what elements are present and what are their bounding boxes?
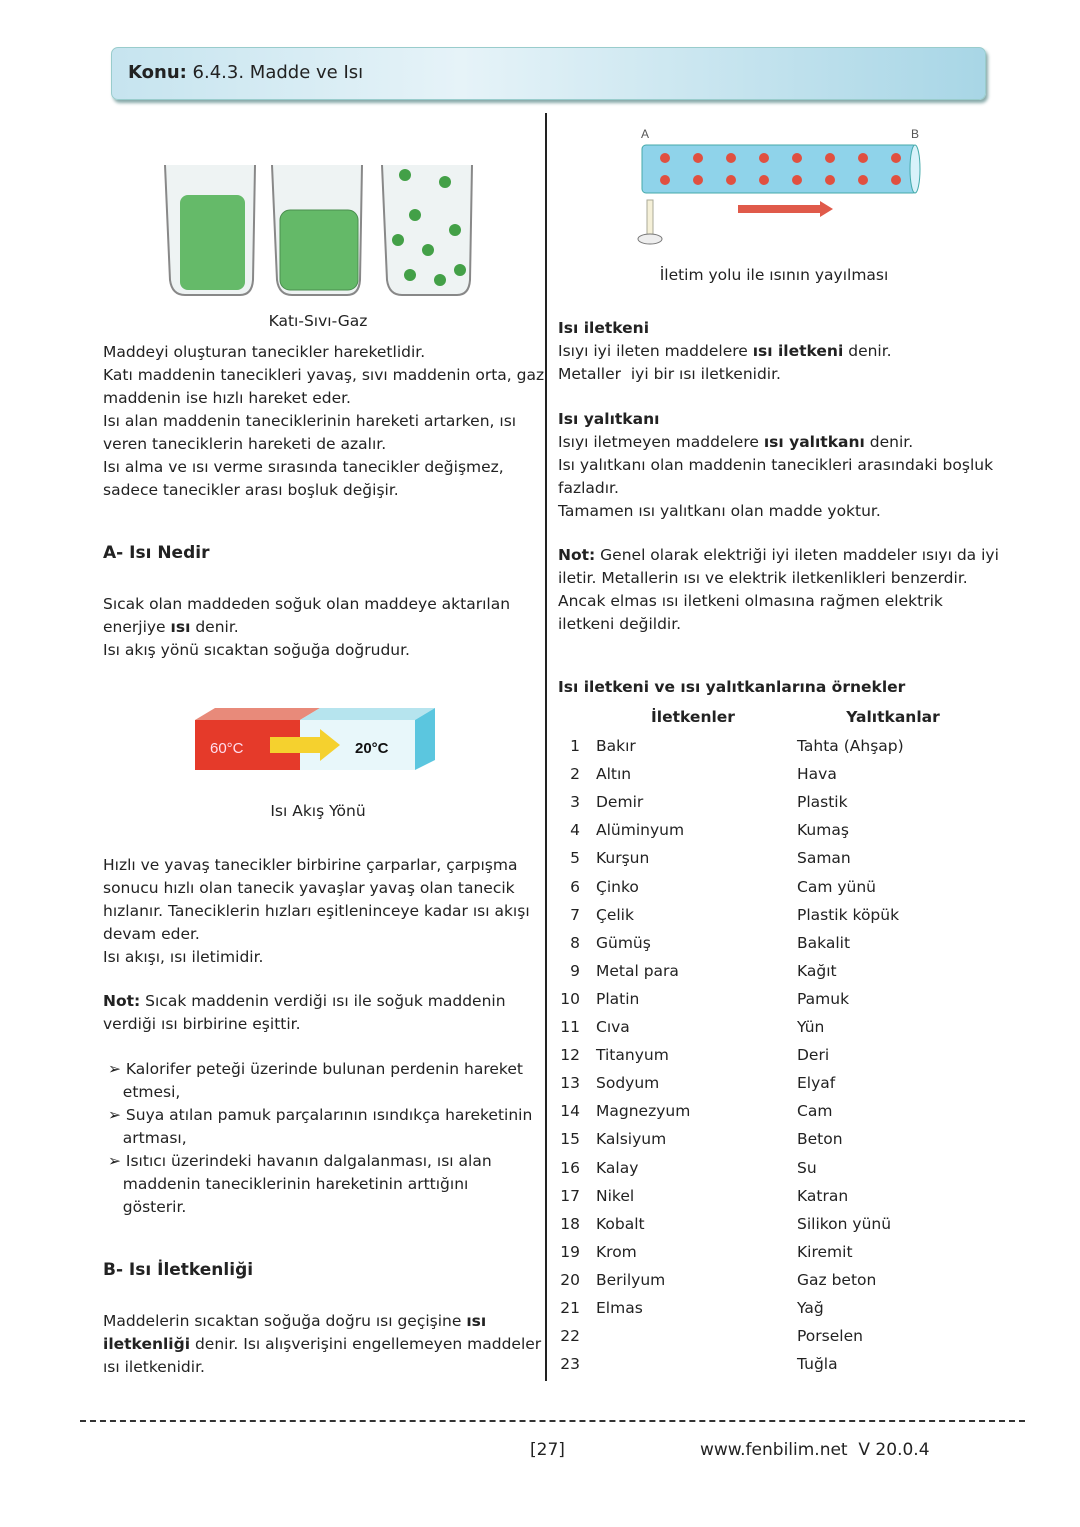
text: enerjiye — [103, 618, 171, 636]
text-line — [103, 479, 544, 502]
conductor-cell: Kurşun — [596, 849, 650, 868]
insulator-paragraph — [558, 408, 993, 523]
conductor-cell: Demir — [596, 793, 644, 812]
particles-paragraph — [103, 341, 544, 502]
row-number: 18 — [560, 1214, 580, 1233]
table-row — [0, 1182, 1000, 1210]
bold-text: ısı iletkeni — [752, 342, 844, 360]
row-number: 10 — [560, 989, 580, 1008]
text-line — [103, 639, 510, 662]
text: Hızlı ve yavaş tanecikler birbirine çarparlar, çarpışma — [103, 856, 518, 874]
row-number: 6 — [570, 877, 580, 896]
conductor-cell: Magnezyum — [596, 1102, 691, 1121]
footer-divider — [80, 1420, 1025, 1424]
insulator-cell: Saman — [797, 849, 851, 868]
conductor-cell: Bakır — [596, 737, 636, 755]
row-number: 21 — [560, 1299, 580, 1317]
table-row — [0, 985, 1000, 1013]
insulator-cell: Elyaf — [797, 1074, 836, 1093]
insulator-cell: Tuğla — [797, 1355, 838, 1374]
text: verdiği ısı birbirine eşittir. — [103, 1015, 301, 1033]
table-row — [0, 1350, 1000, 1378]
beakers-solid-liquid-gas-image — [160, 140, 480, 305]
text: etmesi, — [108, 1083, 181, 1101]
conductor-cell: Nikel — [596, 1186, 635, 1205]
table-row — [0, 760, 1000, 788]
insulator-cell: Silikon yünü — [797, 1214, 892, 1233]
beakers-caption: Katı-Sıvı-Gaz — [268, 312, 368, 330]
conductor-cell: Çelik — [596, 905, 634, 924]
heat-flow-caption: Isı Akış Yönü — [270, 802, 366, 820]
topic-label: Konu: — [128, 62, 187, 83]
insulator-cell: Deri — [797, 1046, 830, 1065]
text-line — [558, 544, 999, 567]
text-line — [103, 364, 544, 387]
text-line — [103, 433, 544, 456]
row-number: 22 — [560, 1327, 580, 1346]
text-line — [558, 317, 892, 340]
insulator-cell: Kumaş — [797, 821, 849, 840]
topic-header — [111, 47, 986, 100]
conductor-cell: Kalay — [596, 1158, 639, 1177]
row-number: 4 — [570, 821, 580, 840]
particle — [792, 175, 802, 185]
text: Isı alma ve ısı verme sırasında tanecikler değişmez, — [103, 458, 504, 476]
page-number: [27] — [530, 1440, 565, 1460]
insulator-cell: Su — [797, 1158, 817, 1177]
bold-text: ısı — [466, 1312, 487, 1330]
insulator-cell: Tahta (Ahşap) — [797, 737, 904, 755]
conductor-cell: Cıva — [596, 1018, 630, 1036]
text: ısı iletkenidir. — [103, 1358, 205, 1376]
table-row — [0, 1097, 1000, 1125]
text: ➢ Isıtıcı üzerindeki havanın dalgalanması, ısı alan — [108, 1152, 492, 1170]
insulator-cell: Porselen — [797, 1327, 863, 1346]
conductor-paragraph — [558, 317, 892, 386]
row-number: 5 — [570, 849, 580, 868]
text: gösterir. — [108, 1198, 187, 1216]
hot-temp-label: 60°C — [210, 740, 244, 757]
conductor-cell: Gümüş — [596, 933, 651, 952]
table-title: Isı iletkeni ve ısı yalıtkanlarına örnekler — [558, 678, 906, 696]
heat-definition-paragraph — [103, 593, 510, 662]
text-line — [103, 387, 544, 410]
particle — [858, 175, 868, 185]
col-header-conductors: İletkenler — [651, 708, 735, 726]
particle — [726, 175, 736, 185]
text-line — [103, 341, 544, 364]
insulator-cell: Katran — [797, 1186, 849, 1205]
text: maddenin taneciklerinin hareketinin arttığını — [108, 1175, 469, 1193]
row-number: 2 — [570, 765, 580, 784]
text-line — [558, 500, 993, 523]
text: Maddelerin sıcaktan soğuğa doğru ısı geçişine — [103, 1312, 467, 1330]
particle — [792, 153, 802, 163]
insulator-cell: Hava — [797, 765, 837, 784]
electric-note-paragraph — [558, 544, 999, 636]
text: Tamamen ısı yalıtkanı olan madde yoktur. — [558, 502, 881, 520]
topic-title: 6.4.3. Madde ve Isı — [186, 62, 364, 83]
insulator-cell: Pamuk — [797, 989, 850, 1008]
particle — [759, 153, 769, 163]
insulator-cell: Gaz beton — [797, 1270, 877, 1289]
text: devam eder. — [103, 925, 200, 943]
bold-text: Isı yalıtkanı — [558, 410, 660, 428]
text-line — [558, 454, 993, 477]
insulator-cell: Yağ — [797, 1299, 824, 1317]
particle — [891, 175, 901, 185]
bold-text: ısı yalıtkanı — [763, 433, 865, 451]
point-b-label: B — [911, 127, 920, 141]
text: denir. — [190, 618, 239, 636]
row-number: 14 — [560, 1102, 580, 1121]
text-line — [558, 613, 999, 636]
insulator-cell: Kiremit — [797, 1242, 853, 1261]
text: Sıcak olan maddeden soğuk olan maddeye aktarılan — [103, 595, 511, 613]
text-line — [558, 340, 892, 363]
conductor-cell: Kalsiyum — [596, 1130, 667, 1149]
bold-text: Not: — [103, 992, 141, 1010]
table-row — [0, 1013, 1000, 1041]
insulator-cell: Yün — [797, 1018, 825, 1036]
text: Ancak elmas ısı iletkeni olmasına rağmen elektrik — [558, 592, 943, 610]
text: Sıcak maddenin verdiği ısı ile soğuk maddenin — [140, 992, 506, 1010]
text-line — [103, 456, 544, 479]
text-line — [103, 616, 510, 639]
conductor-cell: Berilyum — [596, 1270, 666, 1289]
bold-text: ısı — [170, 618, 191, 636]
table-row — [0, 1125, 1000, 1153]
table-row — [0, 1154, 1000, 1182]
text-line — [558, 590, 999, 613]
text: denir. — [864, 433, 914, 451]
table-row — [0, 1041, 1000, 1069]
table-row — [0, 816, 1000, 844]
particle — [759, 175, 769, 185]
insulator-cell: Bakalit — [797, 933, 851, 952]
insulator-cell: Kağıt — [797, 961, 837, 980]
text: denir. — [843, 342, 892, 360]
conductor-cell: Altın — [596, 765, 632, 784]
table-row — [0, 957, 1000, 985]
bold-text: Not: — [558, 546, 596, 564]
table-row — [0, 901, 1000, 929]
row-number: 12 — [560, 1046, 580, 1065]
table-row — [0, 788, 1000, 816]
table-row — [0, 1069, 1000, 1097]
text: Genel olarak elektriği iyi ileten maddeler ısıyı da iyi — [595, 546, 999, 564]
particle — [726, 153, 736, 163]
insulator-cell: Cam yünü — [797, 877, 876, 896]
text: Metaller iyi bir ısı iletkenidir. — [558, 365, 781, 383]
particle — [660, 175, 670, 185]
row-number: 13 — [560, 1074, 580, 1093]
text-line — [558, 477, 993, 500]
text: Isıyı iletmeyen maddelere — [558, 433, 764, 451]
row-number: 9 — [570, 961, 580, 980]
text-line — [103, 410, 544, 433]
text: ➢ Kalorifer peteği üzerinde bulunan perdenin hareket — [108, 1060, 523, 1078]
particle — [693, 153, 703, 163]
point-a-label: A — [641, 127, 650, 141]
table-row — [0, 929, 1000, 957]
row-number: 19 — [560, 1242, 580, 1261]
row-number: 16 — [560, 1158, 580, 1177]
particle — [825, 175, 835, 185]
particle — [891, 153, 901, 163]
row-number: 17 — [560, 1186, 580, 1205]
text: Isı akış yönü sıcaktan soğuğa doğrudur. — [103, 641, 410, 659]
table-row — [0, 1322, 1000, 1350]
text: denir. Isı alışverişini engellemeyen maddeler — [190, 1335, 542, 1353]
insulator-cell: Cam — [797, 1102, 833, 1121]
particle — [825, 153, 835, 163]
text: fazladır. — [558, 479, 619, 497]
text: veren taneciklerin hareketi de azalır. — [103, 435, 387, 453]
text: iletir. Metallerin ısı ve elektrik iletkenlikleri benzerdir. — [558, 569, 968, 587]
table-row — [0, 1210, 1000, 1238]
row-number: 7 — [570, 905, 580, 924]
text: Isı akışı, ısı iletimidir. — [103, 948, 264, 966]
insulator-cell: Plastik — [797, 793, 848, 812]
table-row — [0, 1266, 1000, 1294]
text: sadece tanecikler arası boşluk değişir. — [103, 481, 399, 499]
table-row — [0, 844, 1000, 872]
conductor-cell: Titanyum — [596, 1046, 669, 1065]
table-row — [0, 1294, 1000, 1322]
text-line — [558, 363, 892, 386]
section-b-heading: B- Isı İletkenliği — [103, 1260, 254, 1280]
table-row — [0, 873, 1000, 901]
text: sonucu hızlı olan tanecik yavaşlar yavaş olan tanecik — [103, 879, 515, 897]
bold-text: iletkenliği — [103, 1335, 191, 1353]
conductor-cell: Alüminyum — [596, 821, 685, 840]
particle — [858, 153, 868, 163]
row-number: 23 — [560, 1355, 580, 1374]
text: iletkeni değildir. — [558, 615, 682, 633]
text: artması, — [108, 1129, 187, 1147]
conductor-cell: Krom — [596, 1242, 637, 1261]
text-line — [558, 431, 993, 454]
table-row — [0, 732, 1000, 760]
conduction-rod-image — [625, 125, 935, 255]
conductor-cell: Elmas — [596, 1299, 643, 1317]
conductor-cell: Çinko — [596, 877, 639, 896]
table-row — [0, 1238, 1000, 1266]
particle — [660, 153, 670, 163]
text: Isıyı iyi ileten maddelere — [558, 342, 753, 360]
text: Isı alan maddenin taneciklerinin hareketi artarken, ısı — [103, 412, 517, 430]
text-line — [103, 593, 510, 616]
conduction-caption: İletim yolu ile ısının yayılması — [659, 266, 889, 284]
text-line — [558, 408, 993, 431]
conductor-cell: Sodyum — [596, 1074, 660, 1093]
text: Katı maddenin tanecikleri yavaş, sıvı maddenin orta, gaz — [103, 366, 545, 384]
row-number: 15 — [560, 1130, 580, 1149]
col-header-insulators: Yalıtkanlar — [846, 708, 940, 726]
insulator-cell: Beton — [797, 1130, 843, 1149]
conductor-cell: Kobalt — [596, 1214, 645, 1233]
text: Maddeyi oluşturan tanecikler hareketlidir. — [103, 343, 426, 361]
text: Isı yalıtkanı olan maddenin tanecikleri arasındaki boşluk — [558, 456, 994, 474]
conductor-cell: Metal para — [596, 961, 679, 980]
row-number: 20 — [560, 1270, 580, 1289]
row-number: 1 — [570, 737, 580, 755]
row-number: 11 — [560, 1018, 580, 1036]
row-number: 3 — [570, 793, 580, 812]
insulator-cell: Plastik köpük — [797, 905, 900, 924]
text: maddenin ise hızlı hareket eder. — [103, 389, 351, 407]
bold-text: Isı iletkeni — [558, 319, 650, 337]
section-a-heading: A- Isı Nedir — [103, 543, 210, 563]
row-number: 8 — [570, 933, 580, 952]
text: ➢ Suya atılan pamuk parçalarının ısındıkça hareketinin — [108, 1106, 533, 1124]
cold-temp-label: 20°C — [355, 740, 389, 757]
text-line — [558, 567, 999, 590]
conductor-cell: Platin — [596, 989, 640, 1008]
text: hızlanır. Taneciklerin hızları eşitleninceye kadar ısı akışı — [103, 902, 530, 920]
particle — [693, 175, 703, 185]
site-version: www.fenbilim.net V 20.0.4 — [700, 1440, 930, 1460]
